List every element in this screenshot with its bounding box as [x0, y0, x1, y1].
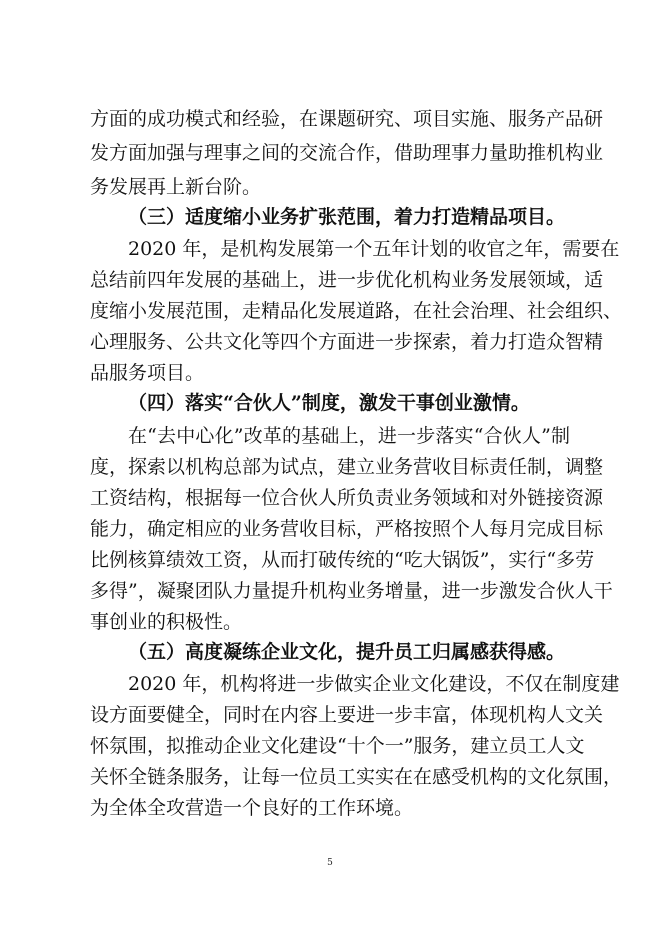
body-text-line: 怀氛围，拟推动企业文化建设“十个一”服务，建立员工人文: [90, 735, 585, 757]
body-text-line: 在“去中心化”改革的基础上，进一步落实“合伙人”制: [128, 425, 570, 447]
body-text-line: 度，探索以机构总部为试点，建立业务营收目标责任制，调整: [90, 456, 604, 478]
body-text-line: 事创业的积极性。: [90, 611, 243, 633]
body-text-line: 发方面加强与理事之间的交流合作，借助理事力量助推机构业: [90, 142, 604, 164]
section-heading-3: （三）适度缩小业务扩张范围，着力打造精品项目。: [128, 206, 566, 228]
body-text-line: 多得”，凝聚团队力量提升机构业务增量，进一步激发合伙人干: [90, 580, 613, 602]
body-text-line: 务发展再上新台阶。: [90, 176, 262, 198]
body-text-line: 为全体全攻营造一个良好的工作环境。: [90, 797, 414, 819]
body-text-line: 2020 年，机构将进一步做实企业文化建设，不仅在制度建: [128, 673, 620, 695]
body-text-line: 设方面要健全，同时在内容上要进一步丰富，体现机构人文关: [90, 704, 604, 726]
section-heading-5: （五）高度凝练企业文化，提升员工归属感获得感。: [128, 641, 566, 663]
body-text-line: 工资结构，根据每一位合伙人所负责业务领域和对外链接资源: [90, 487, 604, 509]
body-text-line: 关怀全链条服务，让每一位员工实实在在感受机构的文化氛围，: [90, 766, 623, 788]
section-heading-4: （四）落实“合伙人”制度，激发干事创业激情。: [128, 392, 530, 414]
body-text-line: 心理服务、公共文化等四个方面进一步探索，着力打造众智精: [90, 331, 604, 353]
body-text-line: 能力，确定相应的业务营收目标，严格按照个人每月完成目标: [90, 518, 604, 540]
body-text-line: 品服务项目。: [90, 362, 205, 384]
body-text-line: 度缩小发展范围，走精品化发展道路，在社会治理、社会组织、: [90, 300, 623, 322]
body-text-line: 方面的成功模式和经验，在课题研究、项目实施、服务产品研: [90, 108, 604, 130]
page-number: 5: [327, 858, 333, 868]
body-text-line: 2020 年，是机构发展第一个五年计划的收官之年，需要在: [128, 238, 620, 260]
body-text-line: 总结前四年发展的基础上，进一步优化机构业务发展领域，适: [90, 269, 604, 291]
body-text-line: 比例核算绩效工资，从而打破传统的“吃大锅饭”，实行“多劳: [90, 549, 595, 571]
